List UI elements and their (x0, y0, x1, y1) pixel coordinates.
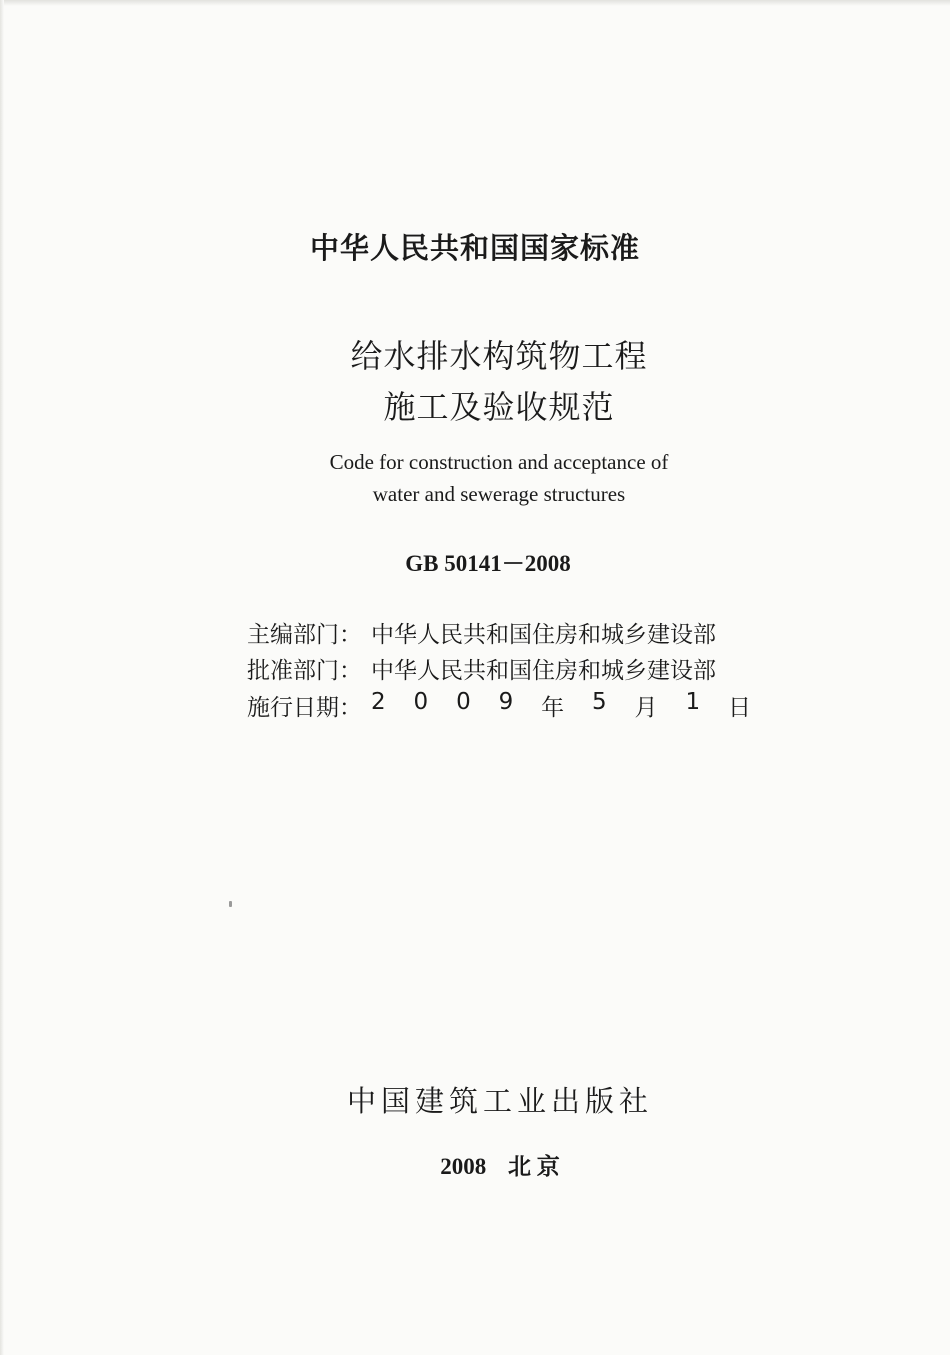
effective-date-label: 施行日期： (247, 695, 362, 721)
approver-label: 批准部门： (247, 658, 362, 684)
date-char: 5 (592, 689, 607, 715)
approver-row (247, 652, 716, 685)
date-char: 年 (541, 695, 565, 721)
date-char: 0 (456, 689, 471, 715)
scan-speck (229, 901, 232, 907)
imprint-year: 2008 (440, 1154, 487, 1179)
publisher-name: 中国建筑工业出版社 (346, 1084, 653, 1118)
date-char: 9 (498, 689, 514, 715)
editor-value: 中华人民共和国住房和城乡建设部 (371, 622, 716, 648)
date-char: 2 (371, 689, 386, 715)
effective-date-row (247, 689, 751, 722)
editor-row (247, 616, 716, 649)
title-en-line-1: Code for construction and acceptance of (329, 450, 669, 474)
scan-edge-top (0, 0, 950, 6)
title-cn-line-1: 给水排水构筑物工程 (350, 337, 648, 375)
date-char: 1 (685, 689, 701, 715)
title-en-line-2: water and sewerage structures (372, 482, 626, 506)
standard-category-label: 中华人民共和国国家标准 (309, 231, 640, 265)
editor-label: 主编部门： (247, 622, 362, 648)
effective-date-value (371, 689, 751, 722)
date-char: 0 (413, 689, 429, 715)
imprint-city: 北 京 (508, 1154, 560, 1179)
title-cn-line-2: 施工及验收规范 (383, 388, 615, 426)
imprint (0, 1148, 950, 1181)
standard-code: GB 50141－2008 (405, 551, 571, 576)
approver-value: 中华人民共和国住房和城乡建设部 (371, 658, 716, 684)
date-char: 日 (727, 695, 751, 721)
date-char: 月 (634, 695, 658, 721)
